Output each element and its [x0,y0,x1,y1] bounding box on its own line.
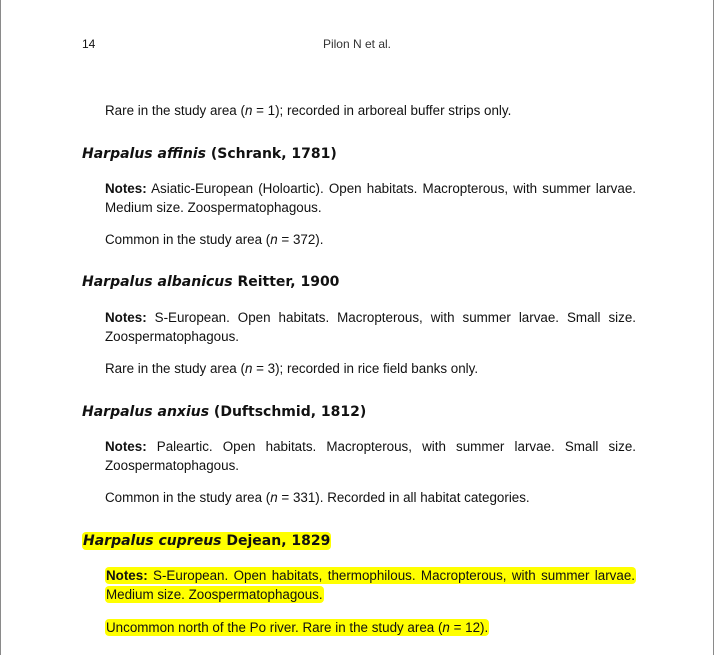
abundance-statement [105,230,636,249]
species-authority: (Duftschmid, 1812) [209,404,367,420]
species-name: Harpalus albanicus [82,274,233,290]
notes-body: Paleartic. Open habitats. Macropterous, with summer larvae. Small size. Zoospermatophagous. [105,439,636,473]
notes-body: Asiatic-European (Holoartic). Open habitats. Macropterous, with summer larvae. Medium size. Zoospermatophagous. [105,181,636,215]
species-name: Harpalus affinis [82,146,206,162]
species-notes [105,566,636,604]
notes-label: Notes: [105,439,147,454]
species-notes-text [105,439,636,473]
abundance-text-start: Common in the study area ( [105,490,271,505]
species-notes [105,437,636,475]
abundance-text-end: = 3); recorded in rice field banks only. [252,361,479,376]
abundance-text-end: = 372). [277,232,324,247]
notes-body: S-European. Open habitats. Macropterous, with summer larvae. Small size. Zoospermatophagous. [105,310,636,344]
sample-size-symbol: n [244,361,253,376]
abundance-text-start: Common in the study area ( [105,232,271,247]
species-heading [82,273,339,291]
species-notes [105,308,636,346]
notes-label: Notes: [106,568,148,583]
species-heading-text [82,532,331,550]
abundance-text [105,232,323,247]
abundance-text [105,103,511,118]
abundance-statement [105,101,636,120]
abundance-text-end: = 1); recorded in arboreal buffer strips only. [252,103,512,118]
sample-size-symbol: n [270,232,278,247]
species-notes-text [105,181,636,215]
abundance-text [105,490,530,505]
species-heading-text [82,404,366,420]
abundance-statement [105,359,636,378]
species-notes [105,179,636,217]
abundance-text-start: Rare in the study area ( [105,103,245,118]
species-authority: Reitter, 1900 [232,274,340,290]
abundance-statement [105,618,636,637]
species-authority: (Schrank, 1781) [205,146,337,162]
species-heading-text [82,274,339,290]
species-heading [82,532,331,550]
page-number: 14 [82,37,96,51]
abundance-text-end: = 12). [449,620,489,635]
species-heading [82,403,366,421]
sample-size-symbol: n [244,103,253,118]
species-heading-text [82,146,337,162]
notes-label: Notes: [105,310,147,325]
species-name: Harpalus cupreus [83,533,222,549]
species-notes-text [105,310,636,344]
notes-label: Notes: [105,181,147,196]
species-notes-text [105,567,636,603]
notes-body: S-European. Open habitats, thermophilous. Macropterous, with summer larvae. Medium size. Zoospermatophagous. [106,568,635,602]
abundance-text-start: Uncommon north of the Po river. Rare in the study area ( [106,620,443,635]
species-authority: Dejean, 1829 [221,533,331,549]
sample-size-symbol: n [270,490,278,505]
abundance-text-start: Rare in the study area ( [105,361,245,376]
species-heading [82,145,337,163]
abundance-text-end: = 331). Recorded in all habitat categories. [277,490,530,505]
page-header [1,37,713,53]
running-head: Pilon N et al. [322,37,392,51]
abundance-statement [105,488,636,507]
abundance-text [105,361,478,376]
sample-size-symbol: n [442,620,450,635]
abundance-text [105,619,489,636]
species-name: Harpalus anxius [82,404,210,420]
